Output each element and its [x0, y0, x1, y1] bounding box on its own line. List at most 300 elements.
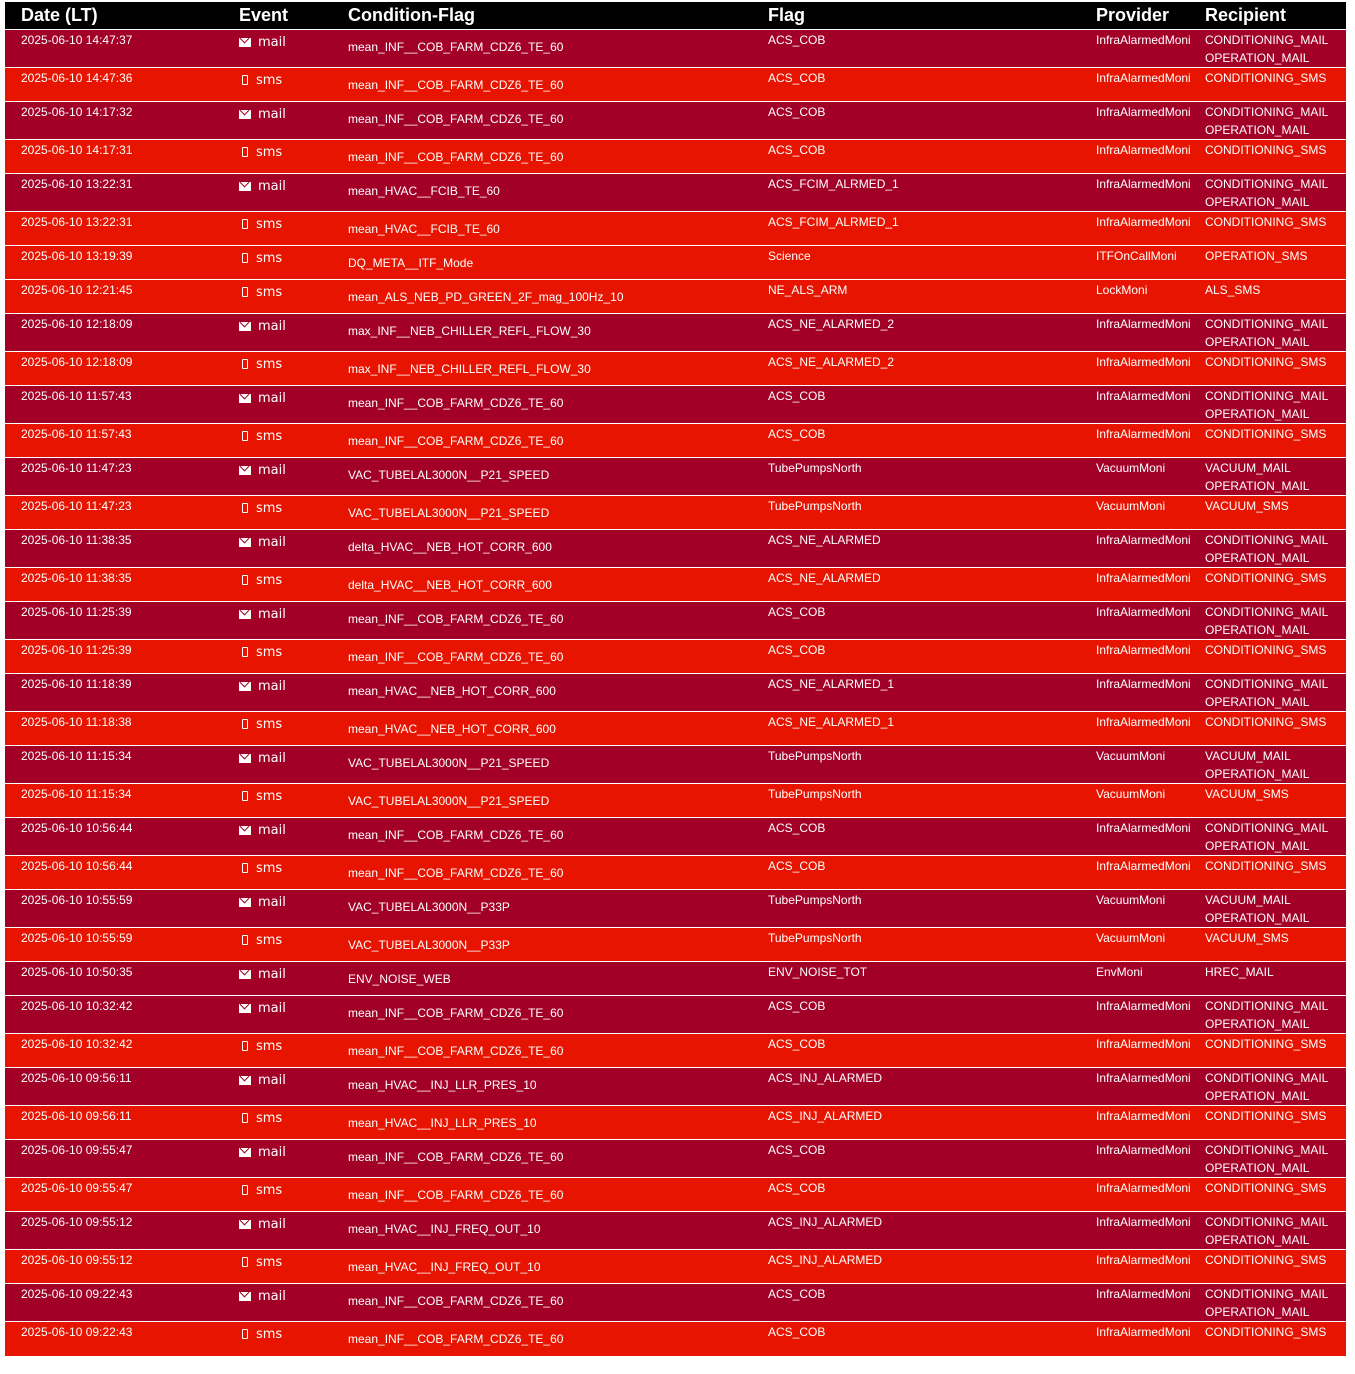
recipient-value: OPERATION_MAIL — [1205, 839, 1310, 853]
recipient-value: OPERATION_MAIL — [1205, 1233, 1310, 1247]
table-row[interactable] — [5, 1034, 1346, 1068]
date-cell: 2025-06-10 13:22:31 — [21, 177, 133, 191]
recipient-cell — [1205, 30, 1346, 68]
provider-cell: InfraAlarmedMoni — [1096, 105, 1191, 119]
table-row[interactable] — [5, 1178, 1346, 1212]
event-label: sms — [256, 1183, 283, 1198]
condition-flag-cell: mean_INF__COB_FARM_CDZ6_TE_60 — [348, 1294, 564, 1308]
condition-flag-cell: mean_INF__COB_FARM_CDZ6_TE_60 — [348, 1044, 564, 1058]
table-row[interactable] — [5, 1140, 1346, 1178]
condition-flag-cell: mean_INF__COB_FARM_CDZ6_TE_60 — [348, 396, 564, 410]
recipient-value: CONDITIONING_SMS — [1205, 1325, 1327, 1339]
condition-flag-cell: mean_INF__COB_FARM_CDZ6_TE_60 — [348, 1006, 564, 1020]
event-label: sms — [256, 501, 283, 516]
flag-cell: Science — [768, 249, 811, 263]
flag-cell: ACS_COB — [768, 605, 826, 619]
column-header-provider[interactable]: Provider — [1096, 2, 1205, 30]
event-label: sms — [256, 573, 283, 588]
flag-cell: ACS_COB — [768, 143, 826, 157]
phone-icon — [242, 503, 248, 513]
condition-flag-cell: mean_INF__COB_FARM_CDZ6_TE_60 — [348, 828, 564, 842]
event-label: sms — [256, 933, 283, 948]
alarm-log-table-container — [5, 2, 1346, 1356]
recipient-cell — [1205, 68, 1346, 102]
recipient-cell — [1205, 212, 1346, 246]
recipient-cell — [1205, 712, 1346, 746]
flag-cell: ACS_COB — [768, 105, 826, 119]
table-row[interactable] — [5, 352, 1346, 386]
event-label: sms — [256, 1327, 283, 1342]
table-row[interactable] — [5, 68, 1346, 102]
date-cell: 2025-06-10 11:47:23 — [21, 461, 132, 475]
event-cell — [223, 1322, 332, 1356]
table-row[interactable] — [5, 1212, 1346, 1250]
envelope-icon — [239, 970, 251, 979]
flag-cell: ACS_COB — [768, 643, 826, 657]
date-cell: 2025-06-10 13:22:31 — [21, 215, 133, 229]
provider-cell: InfraAlarmedMoni — [1096, 1215, 1191, 1229]
recipient-value: OPERATION_MAIL — [1205, 335, 1310, 349]
event-cell — [223, 352, 332, 386]
event-label: sms — [256, 1039, 283, 1054]
provider-cell: VacuumMoni — [1096, 461, 1166, 475]
flag-cell: ACS_NE_ALARMED_2 — [768, 317, 895, 331]
condition-flag-cell: mean_INF__COB_FARM_CDZ6_TE_60 — [348, 1150, 564, 1164]
event-cell — [223, 314, 332, 352]
table-row[interactable] — [5, 1106, 1346, 1140]
event-cell — [223, 818, 332, 856]
envelope-icon — [239, 182, 251, 191]
recipient-value: VACUUM_MAIL — [1205, 893, 1291, 907]
table-row[interactable] — [5, 246, 1346, 280]
table-row[interactable] — [5, 1322, 1346, 1356]
column-header-date[interactable]: Date (LT) — [5, 2, 223, 30]
phone-icon — [242, 75, 248, 85]
recipient-value: CONDITIONING_MAIL — [1205, 999, 1329, 1013]
provider-cell: InfraAlarmedMoni — [1096, 859, 1191, 873]
flag-cell: TubePumpsNorth — [768, 749, 862, 763]
event-label: mail — [258, 1001, 286, 1016]
condition-flag-cell: mean_HVAC__INJ_FREQ_OUT_10 — [348, 1222, 541, 1236]
event-cell — [223, 102, 332, 140]
event-label: sms — [256, 861, 283, 876]
table-row[interactable] — [5, 386, 1346, 424]
recipient-cell — [1205, 174, 1346, 212]
recipient-value: CONDITIONING_SMS — [1205, 71, 1327, 85]
provider-cell: VacuumMoni — [1096, 499, 1166, 513]
event-label: mail — [258, 679, 286, 694]
column-header-event[interactable]: Event — [223, 2, 332, 30]
event-cell — [223, 424, 332, 458]
recipient-value: CONDITIONING_SMS — [1205, 1109, 1327, 1123]
recipient-value: OPERATION_MAIL — [1205, 407, 1310, 421]
event-cell — [223, 640, 332, 674]
phone-icon — [242, 1257, 248, 1267]
table-row[interactable] — [5, 640, 1346, 674]
event-cell — [223, 68, 332, 102]
condition-flag-cell: mean_INF__COB_FARM_CDZ6_TE_60 — [348, 40, 564, 54]
table-row[interactable] — [5, 280, 1346, 314]
provider-cell: InfraAlarmedMoni — [1096, 33, 1191, 47]
recipient-value: CONDITIONING_MAIL — [1205, 33, 1329, 47]
flag-cell: ACS_COB — [768, 33, 826, 47]
date-cell: 2025-06-10 11:38:35 — [21, 533, 132, 547]
table-row[interactable] — [5, 1284, 1346, 1322]
flag-cell: ACS_INJ_ALARMED — [768, 1071, 883, 1085]
event-label: mail — [258, 1073, 286, 1088]
recipient-cell — [1205, 856, 1346, 890]
event-cell — [223, 246, 332, 280]
table-row[interactable] — [5, 212, 1346, 246]
flag-cell: ACS_NE_ALARMED — [768, 533, 881, 547]
provider-cell: InfraAlarmedMoni — [1096, 821, 1191, 835]
event-label: mail — [258, 179, 286, 194]
date-cell: 2025-06-10 10:50:35 — [21, 965, 133, 979]
flag-cell: ACS_COB — [768, 1143, 826, 1157]
event-label: mail — [258, 535, 286, 550]
provider-cell: VacuumMoni — [1096, 931, 1166, 945]
table-row[interactable] — [5, 496, 1346, 530]
date-cell: 2025-06-10 10:32:42 — [21, 1037, 133, 1051]
phone-icon — [242, 863, 248, 873]
recipient-cell — [1205, 818, 1346, 856]
recipient-value: VACUUM_MAIL — [1205, 749, 1291, 763]
provider-cell: ITFOnCallMoni — [1096, 249, 1177, 263]
flag-cell: ACS_COB — [768, 1037, 826, 1051]
recipient-value: OPERATION_MAIL — [1205, 51, 1310, 65]
recipient-value: CONDITIONING_MAIL — [1205, 389, 1329, 403]
event-label: mail — [258, 107, 286, 122]
event-cell — [223, 496, 332, 530]
table-row[interactable] — [5, 746, 1346, 784]
provider-cell: InfraAlarmedMoni — [1096, 1325, 1191, 1339]
table-row[interactable] — [5, 712, 1346, 746]
event-cell — [223, 962, 332, 996]
provider-cell: InfraAlarmedMoni — [1096, 71, 1191, 85]
phone-icon — [242, 647, 248, 657]
table-row[interactable] — [5, 30, 1346, 68]
recipient-value: OPERATION_MAIL — [1205, 1161, 1310, 1175]
flag-cell: ACS_NE_ALARMED_1 — [768, 715, 895, 729]
recipient-value: CONDITIONING_SMS — [1205, 859, 1327, 873]
recipient-value: OPERATION_MAIL — [1205, 695, 1310, 709]
recipient-value: OPERATION_MAIL — [1205, 195, 1310, 209]
recipient-cell — [1205, 1250, 1346, 1284]
phone-icon — [242, 1329, 248, 1339]
event-cell — [223, 1034, 332, 1068]
phone-icon — [242, 1185, 248, 1195]
table-row[interactable] — [5, 890, 1346, 928]
condition-flag-cell: delta_HVAC__NEB_HOT_CORR_600 — [348, 578, 552, 592]
date-cell: 2025-06-10 10:55:59 — [21, 893, 133, 907]
event-label: sms — [256, 217, 283, 232]
recipient-value: OPERATION_MAIL — [1205, 1089, 1310, 1103]
recipient-value: CONDITIONING_SMS — [1205, 715, 1327, 729]
provider-cell: InfraAlarmedMoni — [1096, 715, 1191, 729]
table-row[interactable] — [5, 996, 1346, 1034]
date-cell: 2025-06-10 09:55:12 — [21, 1215, 133, 1229]
provider-cell: InfraAlarmedMoni — [1096, 1287, 1191, 1301]
table-row[interactable] — [5, 1250, 1346, 1284]
condition-flag-cell: mean_HVAC__INJ_LLR_PRES_10 — [348, 1116, 537, 1130]
provider-cell: InfraAlarmedMoni — [1096, 389, 1191, 403]
condition-flag-cell: mean_HVAC__INJ_FREQ_OUT_10 — [348, 1260, 541, 1274]
event-cell — [223, 746, 332, 784]
recipient-cell — [1205, 674, 1346, 712]
event-cell — [223, 928, 332, 962]
table-row[interactable] — [5, 530, 1346, 568]
date-cell: 2025-06-10 11:18:39 — [21, 677, 132, 691]
condition-flag-cell: mean_INF__COB_FARM_CDZ6_TE_60 — [348, 434, 564, 448]
event-label: sms — [256, 429, 283, 444]
envelope-icon — [239, 1004, 251, 1013]
column-header-recipient[interactable]: Recipient — [1205, 2, 1346, 30]
recipient-cell — [1205, 386, 1346, 424]
column-header-condition-flag[interactable]: Condition-Flag — [332, 2, 768, 30]
condition-flag-cell: VAC_TUBELAL3000N__P21_SPEED — [348, 756, 550, 770]
recipient-value: VACUUM_SMS — [1205, 499, 1289, 513]
recipient-value: CONDITIONING_SMS — [1205, 571, 1327, 585]
event-cell — [223, 568, 332, 602]
flag-cell: TubePumpsNorth — [768, 931, 862, 945]
table-row[interactable] — [5, 928, 1346, 962]
phone-icon — [242, 287, 248, 297]
condition-flag-cell: mean_INF__COB_FARM_CDZ6_TE_60 — [348, 1188, 564, 1202]
event-label: mail — [258, 607, 286, 622]
event-cell — [223, 212, 332, 246]
event-label: mail — [258, 967, 286, 982]
flag-cell: ENV_NOISE_TOT — [768, 965, 868, 979]
recipient-value: CONDITIONING_MAIL — [1205, 1143, 1329, 1157]
table-row[interactable] — [5, 784, 1346, 818]
provider-cell: InfraAlarmedMoni — [1096, 605, 1191, 619]
date-cell: 2025-06-10 10:56:44 — [21, 821, 133, 835]
table-row[interactable] — [5, 568, 1346, 602]
event-label: mail — [258, 1289, 286, 1304]
provider-cell: InfraAlarmedMoni — [1096, 533, 1191, 547]
table-row[interactable] — [5, 856, 1346, 890]
date-cell: 2025-06-10 11:25:39 — [21, 643, 132, 657]
condition-flag-cell: mean_ALS_NEB_PD_GREEN_2F_mag_100Hz_10 — [348, 290, 624, 304]
phone-icon — [242, 575, 248, 585]
phone-icon — [242, 219, 248, 229]
envelope-icon — [239, 394, 251, 403]
event-label: mail — [258, 463, 286, 478]
event-cell — [223, 1068, 332, 1106]
date-cell: 2025-06-10 11:18:38 — [21, 715, 132, 729]
event-cell — [223, 140, 332, 174]
event-cell — [223, 458, 332, 496]
table-row[interactable] — [5, 1068, 1346, 1106]
recipient-value: CONDITIONING_MAIL — [1205, 533, 1329, 547]
recipient-cell — [1205, 102, 1346, 140]
table-row[interactable] — [5, 140, 1346, 174]
recipient-value: OPERATION_MAIL — [1205, 623, 1310, 637]
table-row[interactable] — [5, 102, 1346, 140]
flag-cell: ACS_NE_ALARMED_1 — [768, 677, 895, 691]
envelope-icon — [239, 110, 251, 119]
condition-flag-cell: mean_INF__COB_FARM_CDZ6_TE_60 — [348, 112, 564, 126]
envelope-icon — [239, 38, 251, 47]
recipient-cell — [1205, 424, 1346, 458]
event-label: sms — [256, 1255, 283, 1270]
recipient-cell — [1205, 280, 1346, 314]
recipient-value: CONDITIONING_MAIL — [1205, 1215, 1329, 1229]
date-cell: 2025-06-10 11:38:35 — [21, 571, 132, 585]
envelope-icon — [239, 466, 251, 475]
event-label: sms — [256, 357, 283, 372]
event-cell — [223, 602, 332, 640]
table-row[interactable] — [5, 314, 1346, 352]
flag-cell: ACS_INJ_ALARMED — [768, 1253, 883, 1267]
table-body — [5, 30, 1346, 1356]
recipient-value: VACUUM_SMS — [1205, 931, 1289, 945]
condition-flag-cell: mean_INF__COB_FARM_CDZ6_TE_60 — [348, 866, 564, 880]
flag-cell: TubePumpsNorth — [768, 787, 862, 801]
provider-cell: InfraAlarmedMoni — [1096, 1181, 1191, 1195]
table-row[interactable] — [5, 674, 1346, 712]
phone-icon — [242, 431, 248, 441]
provider-cell: InfraAlarmedMoni — [1096, 177, 1191, 191]
condition-flag-cell: VAC_TUBELAL3000N__P21_SPEED — [348, 468, 550, 482]
recipient-value: CONDITIONING_SMS — [1205, 215, 1327, 229]
recipient-cell — [1205, 784, 1346, 818]
condition-flag-cell: mean_HVAC__INJ_LLR_PRES_10 — [348, 1078, 537, 1092]
provider-cell: InfraAlarmedMoni — [1096, 677, 1191, 691]
date-cell: 2025-06-10 11:15:34 — [21, 787, 132, 801]
recipient-cell — [1205, 530, 1346, 568]
table-row[interactable] — [5, 458, 1346, 496]
condition-flag-cell: VAC_TUBELAL3000N__P33P — [348, 938, 510, 952]
date-cell: 2025-06-10 14:17:32 — [21, 105, 133, 119]
event-label: mail — [258, 1217, 286, 1232]
date-cell: 2025-06-10 14:17:31 — [21, 143, 133, 157]
date-cell: 2025-06-10 12:21:45 — [21, 283, 133, 297]
provider-cell: InfraAlarmedMoni — [1096, 317, 1191, 331]
date-cell: 2025-06-10 11:47:23 — [21, 499, 132, 513]
flag-cell: ACS_COB — [768, 71, 826, 85]
table-row[interactable] — [5, 174, 1346, 212]
condition-flag-cell: mean_INF__COB_FARM_CDZ6_TE_60 — [348, 1332, 564, 1346]
flag-cell: TubePumpsNorth — [768, 461, 862, 475]
phone-icon — [242, 147, 248, 157]
recipient-value: ALS_SMS — [1205, 283, 1261, 297]
recipient-cell — [1205, 746, 1346, 784]
date-cell: 2025-06-10 09:56:11 — [21, 1109, 132, 1123]
date-cell: 2025-06-10 12:18:09 — [21, 317, 133, 331]
envelope-icon — [239, 1076, 251, 1085]
date-cell: 2025-06-10 12:18:09 — [21, 355, 133, 369]
event-cell — [223, 996, 332, 1034]
provider-cell: InfraAlarmedMoni — [1096, 1071, 1191, 1085]
flag-cell: ACS_COB — [768, 999, 826, 1013]
recipient-value: OPERATION_MAIL — [1205, 123, 1310, 137]
event-label: mail — [258, 319, 286, 334]
recipient-value: CONDITIONING_MAIL — [1205, 1287, 1329, 1301]
event-cell — [223, 1140, 332, 1178]
date-cell: 2025-06-10 11:15:34 — [21, 749, 132, 763]
recipient-cell — [1205, 1068, 1346, 1106]
recipient-value: OPERATION_MAIL — [1205, 911, 1310, 925]
table-header — [5, 2, 1346, 30]
condition-flag-cell: max_INF__NEB_CHILLER_REFL_FLOW_30 — [348, 324, 591, 338]
date-cell: 2025-06-10 10:32:42 — [21, 999, 133, 1013]
recipient-value: OPERATION_MAIL — [1205, 1305, 1310, 1319]
recipient-value: CONDITIONING_SMS — [1205, 1253, 1327, 1267]
date-cell: 2025-06-10 09:22:43 — [21, 1325, 133, 1339]
event-cell — [223, 1284, 332, 1322]
recipient-cell — [1205, 568, 1346, 602]
recipient-value: CONDITIONING_MAIL — [1205, 105, 1329, 119]
recipient-cell — [1205, 1178, 1346, 1212]
recipient-value: CONDITIONING_MAIL — [1205, 1071, 1329, 1085]
event-label: sms — [256, 285, 283, 300]
table-row[interactable] — [5, 962, 1346, 996]
column-header-flag[interactable]: Flag — [768, 2, 1096, 30]
event-label: mail — [258, 35, 286, 50]
provider-cell: InfraAlarmedMoni — [1096, 643, 1191, 657]
provider-cell: VacuumMoni — [1096, 787, 1166, 801]
envelope-icon — [239, 826, 251, 835]
event-cell — [223, 674, 332, 712]
provider-cell: InfraAlarmedMoni — [1096, 427, 1191, 441]
phone-icon — [242, 359, 248, 369]
flag-cell: ACS_COB — [768, 389, 826, 403]
recipient-cell — [1205, 602, 1346, 640]
condition-flag-cell: delta_HVAC__NEB_HOT_CORR_600 — [348, 540, 552, 554]
table-row[interactable] — [5, 602, 1346, 640]
envelope-icon — [239, 754, 251, 763]
envelope-icon — [239, 610, 251, 619]
provider-cell: InfraAlarmedMoni — [1096, 355, 1191, 369]
recipient-value: OPERATION_SMS — [1205, 249, 1308, 263]
flag-cell: ACS_FCIM_ALRMED_1 — [768, 177, 899, 191]
event-cell — [223, 1212, 332, 1250]
event-cell — [223, 386, 332, 424]
recipient-value: CONDITIONING_SMS — [1205, 355, 1327, 369]
event-cell — [223, 1106, 332, 1140]
condition-flag-cell: VAC_TUBELAL3000N__P21_SPEED — [348, 506, 550, 520]
date-cell: 2025-06-10 11:57:43 — [21, 389, 132, 403]
recipient-cell — [1205, 962, 1346, 996]
recipient-value: OPERATION_MAIL — [1205, 1017, 1310, 1031]
table-row[interactable] — [5, 818, 1346, 856]
event-cell — [223, 30, 332, 68]
flag-cell: ACS_NE_ALARMED — [768, 571, 881, 585]
recipient-cell — [1205, 1284, 1346, 1322]
table-row[interactable] — [5, 424, 1346, 458]
recipient-value: CONDITIONING_MAIL — [1205, 677, 1329, 691]
event-label: mail — [258, 895, 286, 910]
envelope-icon — [239, 1292, 251, 1301]
flag-cell: ACS_COB — [768, 859, 826, 873]
phone-icon — [242, 791, 248, 801]
condition-flag-cell: mean_INF__COB_FARM_CDZ6_TE_60 — [348, 78, 564, 92]
event-label: sms — [256, 251, 283, 266]
condition-flag-cell: mean_INF__COB_FARM_CDZ6_TE_60 — [348, 650, 564, 664]
condition-flag-cell: mean_INF__COB_FARM_CDZ6_TE_60 — [348, 612, 564, 626]
recipient-cell — [1205, 1034, 1346, 1068]
provider-cell: InfraAlarmedMoni — [1096, 571, 1191, 585]
envelope-icon — [239, 538, 251, 547]
envelope-icon — [239, 682, 251, 691]
event-cell — [223, 174, 332, 212]
recipient-cell — [1205, 1322, 1346, 1356]
recipient-value: CONDITIONING_SMS — [1205, 643, 1327, 657]
recipient-cell — [1205, 496, 1346, 530]
flag-cell: ACS_COB — [768, 1287, 826, 1301]
recipient-cell — [1205, 1212, 1346, 1250]
